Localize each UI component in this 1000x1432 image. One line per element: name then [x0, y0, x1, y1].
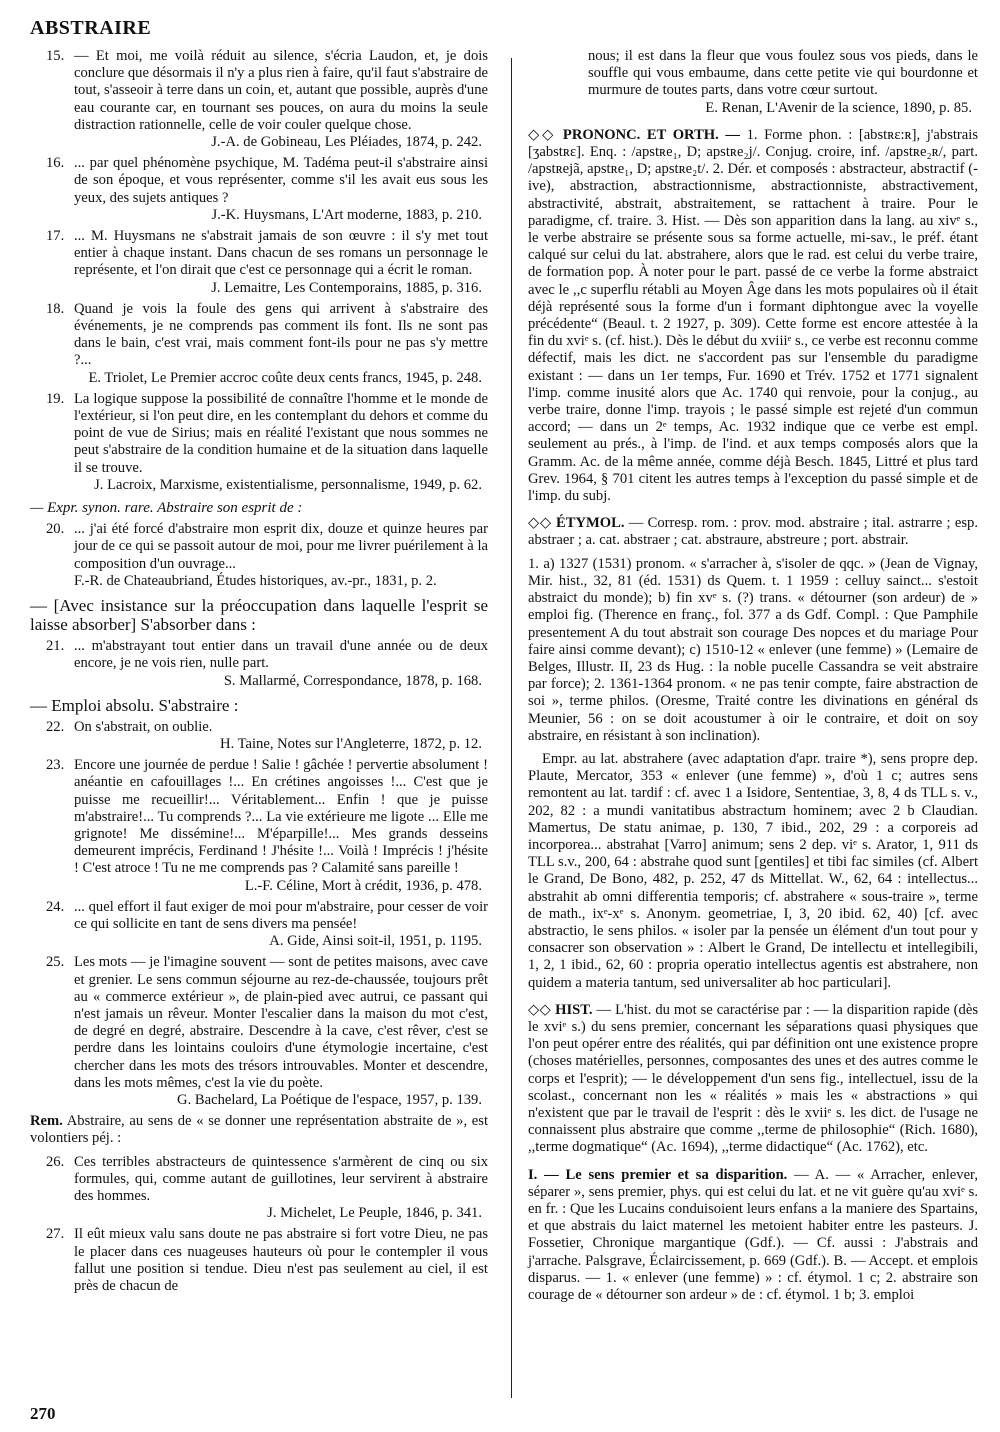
pronunciation-section: ◇◇ PRONONC. ET ORTH. — 1. Forme phon. : [abstʀɛ:ʀ], j'abstrais [ʒabstʀɛ]. Enq. : /apstʀe₁, D; apstʀe₂j/. Conjug. croire, inf. /apstʀe₂ʀ/, part. /apstʀejã, apstʀe₁, D; apstʀe₂t/. 2. Dér. et composés : abstracteur, abstractif (-ive), abstraction, abstractionnisme, abstractionniste, abstractivement, abstractivité, abstrait, abstraitement, se rattachent à traire. Pour le paradigme, cf. traire. 3. Hist. — Dès son apparition dans la lang. au xivᵉ s., le verbe abstraire se présente sous sa forme actuelle, mi-sav., le préf. étant calqué sur celui du lat. abstrahere, alors que le rad. est celui du verbe traire, de formation pop. À noter pour le part. passé de ce verbe la forme abstraict avec le ,,c superflu rétabli au Moyen Âge dans les mots populaires où il était déjà représenté sous la forme d'un i formant diphtongue avec la voyelle précédente“ (Beaul. t. 2 1927, p. 309). Cette forme est encore attestée à la fin du xviᵉ s. (cf. hist.). Dès le début du xviiiᵉ s., ce verbe est reconnu comme défectif, mais les dict. ne s'accordent pas sur l'ensemble du paradigme existant : — dans un 1er temps, Fur. 1690 et Trév. 1752 et 1771 signalent l'imp. comme inusité alors que Ac. 1740 qui renvoie, pour la conjug., au verbe traire, donne l'imp. trayois ; le passé simple est rejeté d'un commun accord; — dans un 2ᵉ temps, Ac. 1932 indique que ce verbe est empl. seulement au prés., à l'imp. de l'ind. et aux temps composés alors que la Gramm. Ac. de la même année, comme déjà Besch. 1845, Littré et plus tard Grev. 1964, § 701 citent les autres temps à l'exception du passé simple et de l'imp. du subj. [528, 126, 978, 505]
remark: Rem. Abstraire, au sens de « se donner une représentation abstraite de », est volontiers péj. : [30, 1113, 489, 1147]
etymology-paragraph-1: 1. a) 1327 (1531) pronom. « s'arracher à, s'isoler de qqc. » (Jean de Vignay, Mir. hist., 32, 81 (éd. 1531) ds Quem. t. 1 1959 : celluy sainct... s'estoit abstraict du monde); b) fin xvᵉ s. (?) trans. « détourner (son ardeur) de » emploi fig. (Therence en franç., fol. 377 a ds Gdf. Compl. : Que Pamphile presentement A du tout abstrait son courage Des nopces et du mariage Pour faire ainsi comme devant); c) 1510-12 « enlever (une femme) » (Lemaire de Belges, Illustr. II, 23 ds Hug. : la noble pucelle Cassandra se veit abstraire par force); 2. 1361-1364 pronom. « ne pas tenir compte, faire abstraction de soi », terme philos. (Oresme, Traité contre les divinations en général ds Meunier, 56 : on se doit acoustumer à oir le contraire, et doit on soy abstraire, en résistant à son inclination). [528, 555, 978, 744]
example-24: 24. ... quel effort il faut exiger de moi pour m'abstraire, pour cesser de voir ce qui sollicite en tant de sens divers ma pensée! A. Gide, Ainsi soit-il, 1951, p. 1195. [46, 898, 488, 950]
left-column [30, 48, 488, 1299]
example-22: 22. On s'abstrait, on oublie. H. Taine, Notes sur l'Angleterre, 1872, p. 12. [46, 718, 482, 752]
history-section: ◇◇ HIST. — L'hist. du mot se caractérise par : — la disparition rapide (dès le xviᵉ s.) du sens premier, concernant les séparations quasi physiques que l'on peut opérer entre des réalités, qui par définition ont une existence propre (choses matérielles, personnes, composantes des unes et des autres comme le corps et l'esprit); — le développement d'un sens fig., intellectuel, issu de la scolast., concernant non les « réalités » mais les « abstractions » qui n'existent que par le travail de l'esprit : dès le xviiᵉ s. les dict. de l'usage ne connaissent plus abstraire que comme ,,terme de philosophie“ (Rich. 1680), ,,terme dogmatique“ (Ac. 1694), ,,terme didactique“ (Ac. 1762), etc. [528, 1001, 978, 1156]
example-17: 17. ... M. Huysmans ne s'abstrait jamais de son œuvre : il s'y met tout entier à chaque instant. Dans chacun de ses romans un personnage le représente, et l'on dirait que c'est ce personnage qui a écrit le roman. J. Lemaitre, Les Contemporains, 1885, p. 316. [46, 228, 488, 296]
example-16: 16. ... par quel phénomène psychique, M. Tadéma peut-il s'abstraire ainsi de son époque, et vous représenter, comme s'il les avait eus sous les yeux, des sujets antiques ? J.-K. Huysmans, L'Art moderne, 1883, p. 210. [46, 155, 488, 223]
example-15: 15. — Et moi, me voilà réduit au silence, s'écria Laudon, et, je dois conclure que désormais il n'y a plus rien à faire, qu'il faut s'abstraire de tout, s'asseoir à terre dans un coin, et, autant que possible, auprès d'une eau courante car, en tournant ses pouces, on aura du moins la seule distraction rationnelle, celle de voir couler quelque chose. J.-A. de Gobineau, Les Pléiades, 1874, p. 242. [46, 48, 488, 151]
history-section-1: I. — Le sens premier et sa disparition. — A. — « Arracher, enlever, séparer », sens premier, phys. qui est celui du lat. et ne vit guère qu'au xviᵉ s. en fr. : Que les Lucains conduisoient leurs enfans a la maniere des Spartains, et que abstrais du laict maternel les metoient habiter entre les pasteurs. J. Fossetier, Chronique margantique (Gdf.). — Cf. aussi : J'abstrais and j'arrache. Palsgrave, Éclaircissement, p. 669 (Gdf.). B. — Accept. et emplois disparus. — 1. « enlever (une femme) » : cf. étymol. 1 c; 2. abstraire son courage de « détourner son ardeur » de : cf. étymol. 1 b; 3. emploi [528, 1166, 978, 1304]
subsection-absolu: — Emploi absolu. S'abstraire : [30, 695, 239, 715]
example-23: 23. Encore une journée de perdue ! Salie ! gâchée ! pervertie absolument ! anéantie en cafouillages !... En crétines angoisses !... C'est que je puisse me recueillir!... Véritablement... Enfin ! que je puisse m'abstraire!... Tu comprends ?... La vie extérieure me ligote ... Elle me grignote! Me dissémine!... M'éparpille!... Mes grands desseins demeurent imprécis, Ferdinand ! J'hésite !... Voilà ! Imprécis ! j'hésite ! C'est atroce ! Tu ne me comprends pas ? Calamité sans pareille ! L.-F. Céline, Mort à crédit, 1936, p. 478. [46, 757, 488, 894]
example-19: 19. La logique suppose la possibilité de connaître l'homme et le monde de l'extérieur, si l'on peut dire, en les contemplant du dehors et comme du point de vue de Sirius; mais en réalité l'existant que nous sommes ne peut s'abstraire de la condition humaine et de la situation dans laquelle il se trouve. J. Lacroix, Marxisme, existentialisme, personnalisme, 1949, p. 62. [46, 390, 488, 493]
etymology-section: ◇◇ ÉTYMOL. — Corresp. rom. : prov. mod. abstraire ; ital. astrarre ; esp. abstraer ; a. cat. abstraer ; cat. abstraure, abstreure ; port. abstrair. [528, 515, 978, 549]
example-26: 26. Ces terribles abstracteurs de quintessence s'armèrent de cinq ou six formules, qui, comme autant de guillotines, leur servirent à abstraire des hommes. J. Michelet, Le Peuple, 1846, p. 341. [46, 1153, 488, 1222]
example-27: 27. Il eût mieux valu sans doute ne pas abstraire si fort votre Dieu, ne pas le placer dans ces nuageuses hauteurs où pour le contempler il vous fallut une position si tendue. Dieu n'est pas seulement au ciel, il est près de chacun de [46, 1226, 488, 1294]
entry-header: ABSTRAIRE [30, 17, 152, 39]
right-column [528, 48, 978, 1310]
column-divider [511, 58, 512, 1398]
page-number: 270 [30, 1404, 56, 1423]
etymology-paragraph-2: Empr. au lat. abstrahere (avec adaptation d'apr. traire *), sens propre dep. Plaute, Mercator, 353 « enlever (une femme) », d'où 1 c; autres sens remontent au lat. tardif : cf. avec 1 a Isidore, Sententiae, 3, 8, 4 ds TLL s. v., 202, 82 : a mundi vanitatibus abstractum hominem; avec 2 b Claudian. Mamertus, De statu animae, p. 130, 7 ibid., 202, 29 : a corporeis ad incorporea... abstrahat [Varro] animum; sens 2 dep. viᵉ s. Arator, 1, 911 ds TLL s.v., 200, 64 : abstrahe quod sunt [gentiles] et tibi fac similes (cf. Albert le Grand, De Bono, 482, p. 252, 47 ds Mittellat. W., 62, 64 : intellectus... abstrahit ab omni differentia temporis; cf. abstrahere « sous-traire », terme de math., ixᵉ-xᵉ s. Anonym. geometriae, I, 3, 20 ibid. 62, 40) [cf. avec abstractio, le sens philos. « isoler par la pensée un élément d'un tout pour y consacrer son observation » : Albert le Grand, De intellectu et intellegibili, 1, 2, 1 ibid., 62, 60 : propria operatio intellectus agentis est abstrahere, non quidem a materia tantum, sed universaliter ab hoc particulari]. [528, 750, 978, 991]
example-27-continued: nous; il est dans la fleur que vous foulez sous vos pieds, dans le souffle qui vous embaume, dans cette petite vie qui bourdonne et murmure de toutes parts, dans votre cœur surtout. E. Renan, L'Avenir de la science, 1890, p. 85. [588, 48, 978, 116]
example-20: 20. ... j'ai été forcé d'abstraire mon esprit dix, douze et quinze heures par jour de ce qui se passoit autour de moi, pour me livrer puérilement à la composition d'un ouvrage... F.-R. de Chateaubriand, Études historiques, av.-pr., 1831, p. 2. [46, 521, 488, 589]
example-21: 21. ... m'abstrayant tout entier dans un travail d'une année ou de deux encore, je ne vois rien, nulle part. S. Mallarmé, Correspondance, 1878, p. 168. [46, 638, 488, 689]
example-25: 25. Les mots — je l'imagine souvent — sont de petites maisons, avec cave et grenier. Le sens commun séjourne au rez-de-chaussée, toujours prêt au « commerce extérieur », de plain-pied avec autrui, ce passant qui n'est jamais un rêveur. Monter l'escalier dans la maison du mot c'est, de degré en degré, abstraire. Descendre à la cave, c'est rêver, c'est se perdre dans les lointains couloirs d'une étymologie incertaine, c'est chercher dans les mots des trésors introuvables. Monter et descendre, dans les mots mêmes, c'est la vie du poète. G. Bachelard, La Poétique de l'espace, 1957, p. 139. [46, 954, 488, 1108]
subsection-synonym: — Expr. synon. rare. Abstraire son esprit de : [30, 500, 303, 517]
example-18: 18. Quand je vois la foule des gens qui arrivent à s'abstraire des événements, je ne comprends pas comment ils font. Ils ne sont pas dans le bain, c'est vrai, mais comment font-ils pour ne pas s'y mettre ?... E. Triolet, Le Premier accroc coûte deux cents francs, 1945, p. 248. [46, 300, 488, 386]
subsection-absorber: — [Avec insistance sur la préoccupation dans laquelle l'esprit se laisse absorber] S'absorber dans : [30, 596, 488, 635]
